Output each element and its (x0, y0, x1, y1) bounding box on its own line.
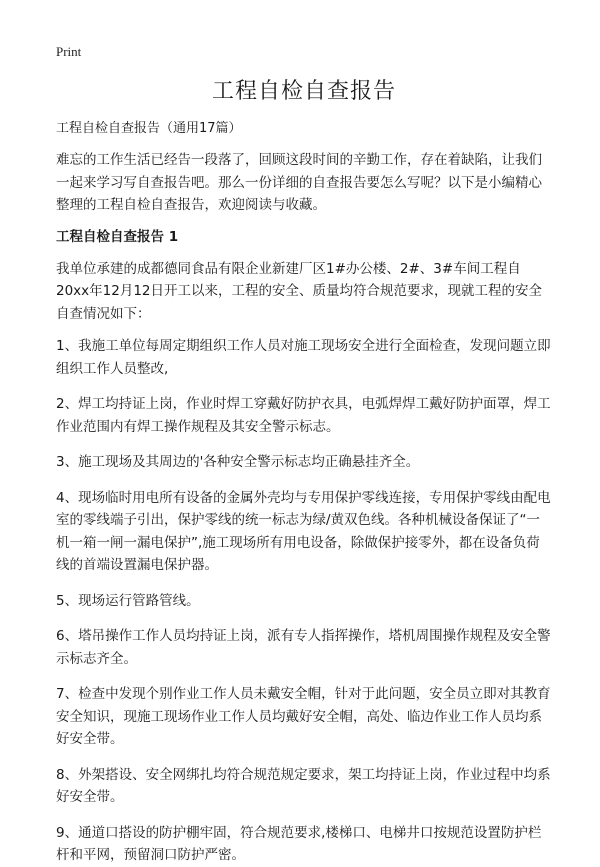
section-heading: 工程自检自查报告 1 (56, 228, 179, 245)
list-item: 2、焊工均持证上岗，作业时焊工穿戴好防护衣具，电弧焊焊工戴好防护面罩，焊工作业范围内有焊工操作规程及其安全警示标志。 (56, 396, 551, 435)
document-subtitle: 工程自检自查报告（通用17篇） (56, 121, 242, 136)
list-item: 8、外架搭设、安全网绑扎均符合规范规定要求，架工均持证上岗，作业过程中均系好安全带。 (56, 766, 551, 805)
list-item: 9、通道口搭设的防护棚牢固，符合规范要求,楼梯口、电梯井口按规范设置防护栏杆和平网，预留洞口防护严密。 (56, 824, 542, 863)
list-item: 4、现场临时用电所有设备的金属外壳均与专用保护零线连接，专用保护零线由配电室的零线端子引出，保护零线的统一标志为绿/黄双色线。各种机械设备保证了“一机一箱一闸一漏电保护”,施工现场所有用电设备，除做保护接零外，都在设备负荷线的首端设置漏电保护器。 (56, 489, 551, 573)
page-title: 工程自检自查报告 (211, 79, 396, 104)
list-item: 7、检查中发现个别作业工作人员未戴安全帽，针对于此问题，安全员立即对其教育安全知识，现施工现场作业工作人员均戴好安全帽，高处、临边作业工作人员均系好安全带。 (56, 686, 551, 747)
list-item: 5、现场运行管路管线。 (56, 592, 200, 609)
intro-paragraph: 难忘的工作生活已经告一段落了，回顾这段时间的辛勤工作，存在着缺陷，让我们一起来学习写自查报告吧。那么一份详细的自查报告要怎么写呢？以下是小编精心整理的工程自检自查报告，欢迎阅读与收藏。 (56, 152, 542, 213)
list-item: 6、塔吊操作工作人员均持证上岗，派有专人指挥操作，塔机周围操作规程及安全警示标志齐全。 (56, 628, 551, 667)
list-item: 3、施工现场及其周边的'各种安全警示标志均正确悬挂齐全。 (56, 454, 420, 470)
list-item: 1、我施工单位每周定期组织工作人员对施工现场安全进行全面检查，发现问题立即组织工作人员整改, (56, 338, 551, 377)
print-link[interactable]: Print (56, 44, 82, 59)
section-intro-paragraph: 我单位承建的成都德同食品有限企业新建厂区1#办公楼、2#、3#车间工程自20xx年12月12日开工以来，工程的安全、质量均符合规范要求，现就工程的安全自查情况如下： (56, 260, 543, 322)
